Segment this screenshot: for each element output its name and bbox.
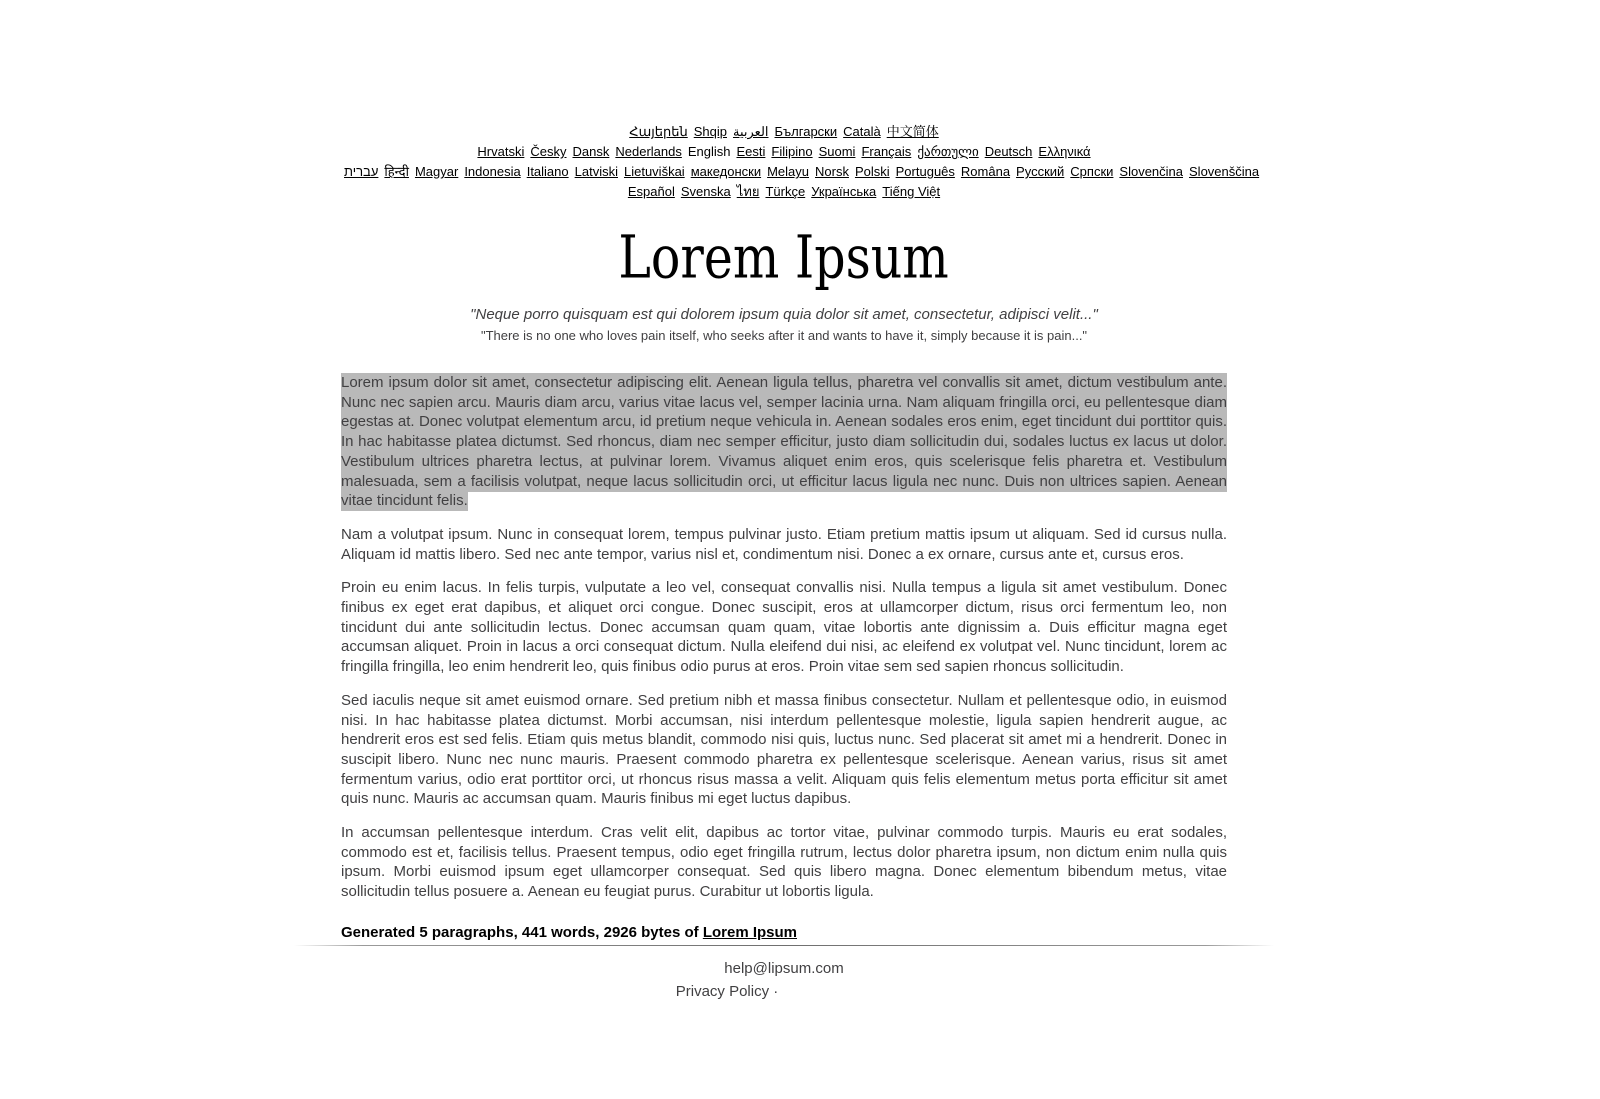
language-link[interactable]: Tiếng Việt	[882, 184, 941, 199]
language-link[interactable]: Latviski	[574, 164, 618, 179]
language-link[interactable]: Polski	[854, 164, 890, 179]
footer-divider	[294, 945, 1274, 946]
language-link[interactable]: Česky	[530, 144, 567, 159]
language-link[interactable]: Slovenščina	[1189, 164, 1260, 179]
language-link[interactable]: Slovenčina	[1119, 164, 1184, 179]
lorem-paragraph	[341, 525, 1227, 564]
footer-email-line	[341, 959, 1227, 978]
language-link[interactable]: Русский	[1016, 164, 1065, 179]
footer-privacy-line	[284, 982, 1170, 1001]
lorem-paragraph-text: In accumsan pellentesque interdum. Cras velit elit, dapibus ac tortor vitae, pulvinar commodo turpis. Mauris eu erat sodales, commodo est et, facilisis tellus. Praesent tempus, odio eget fringilla rutrum, lectus dolor pharetra ipsum, non dictum enim nulla quis ipsum. Morbi euismod ipsum eget ullamcorper consequat. Sed quis libero magna. Donec elementum bibendum metus, vitae sollicitudin tellus posuere a. Aenean eu feugiat purus. Curabitur ut lobortis ligula.	[341, 824, 1227, 901]
privacy-policy-link[interactable]: Privacy Policy	[675, 982, 770, 1000]
language-link[interactable]: Türkçe	[765, 184, 806, 199]
generated-text	[341, 373, 1227, 902]
language-nav	[341, 122, 1260, 202]
lorem-paragraph	[341, 578, 1227, 677]
site-logo-text: Lorem Ipsum	[618, 223, 950, 292]
language-link[interactable]: Shqip	[693, 124, 727, 139]
help-email-link[interactable]: help@lipsum.com	[724, 959, 844, 977]
language-link[interactable]: Dansk	[572, 144, 610, 159]
language-row-1	[341, 122, 1227, 162]
language-link[interactable]: Norsk	[815, 164, 849, 179]
language-link[interactable]: Français	[861, 144, 912, 159]
language-link[interactable]: македонски	[690, 164, 762, 179]
language-link[interactable]: Español	[627, 184, 675, 199]
language-link[interactable]: العربية	[732, 124, 769, 139]
lorem-paragraph-text: Sed iaculis neque sit amet euismod ornare. Sed pretium nibh et massa finibus consectetur. Nullam et pellentesque odio, in euismod nisi. In hac habitasse platea dictumst. Morbi accumsan, nisi interdum pellentesque molestie, ligula sapien hendrerit augue, ac hendrerit eros est sed felis. Etiam quis metus blandit, commodo nisi quis, luctus nunc. Sed placerat sit amet mi a hendrerit. Donec in suscipit libero. Nunc nec nunc mauris. Praesent commodo pharetra ex pellentesque scelerisque. Aenean varius, risus sit amet fermentum varius, odio erat porttitor orci, ut rhoncus risus massa a velit. Aliquam quis felis elementum metus porta efficitur sit amet quis nunc. Mauris ac accumsan quam. Mauris finibus mi eget luctus dapibus.	[341, 691, 1227, 808]
lorem-paragraph	[341, 823, 1227, 902]
footer	[341, 959, 1227, 1001]
language-link[interactable]: 中文简体	[886, 124, 939, 139]
language-link[interactable]: ქართული	[917, 144, 979, 159]
language-link[interactable]: Ελληνικά	[1038, 144, 1091, 159]
language-link[interactable]: Româna	[960, 164, 1011, 179]
language-link[interactable]: Lietuviškai	[623, 164, 685, 179]
lorem-ipsum-link[interactable]: Lorem Ipsum	[702, 923, 798, 941]
language-link[interactable]: Indonesia	[464, 164, 521, 179]
language-link[interactable]: Српски	[1070, 164, 1114, 179]
language-link[interactable]: Svenska	[680, 184, 731, 199]
page-container	[341, 0, 1260, 1001]
language-link[interactable]: Filipino	[771, 144, 813, 159]
lorem-paragraph-text: Proin eu enim lacus. In felis turpis, vulputate a leo vel, consequat convallis nisi. Nulla tempus a ligula sit amet vestibulum. Donec finibus ex eget erat dapibus, et aliquet orci congue. Donec suscipit, eros at ullamcorper dictum, risus orci fermentum leo, non tincidunt dui ante sollicitudin lectus. Donec accumsan quam quam, vitae lobortis ante dignissim a. Duis efficitur magna eget accumsan aliquet. Proin in lacus a orci consequat dictum. Nulla eleifend dui nisi, ac eleifend ex volutpat vel. Nunc tincidunt, lorem ac fringilla fringilla, leo enim hendrerit leo, quis finibus odio purus at eros. Proin vitae sem sed sapien rhoncus sollicitudin.	[341, 579, 1227, 676]
footer-separator: ·	[769, 982, 779, 1000]
language-link[interactable]: Magyar	[414, 164, 459, 179]
language-link[interactable]: Suomi	[818, 144, 856, 159]
language-link[interactable]: ไทย	[736, 184, 760, 199]
lorem-paragraph	[341, 373, 1227, 511]
site-logo	[341, 223, 1227, 292]
language-link[interactable]: Eesti	[736, 144, 766, 159]
quote-latin: "Neque porro quisquam est qui dolorem ipsum quia dolor sit amet, consectetur, adipisci velit..."	[470, 306, 1098, 323]
language-link[interactable]: Português	[895, 164, 955, 179]
language-link[interactable]: Հայերեն	[629, 124, 688, 139]
language-link[interactable]: Nederlands	[615, 144, 682, 159]
quote-english: "There is no one who loves pain itself, who seeks after it and wants to have it, simply because it is pain..."	[480, 328, 1088, 343]
language-link[interactable]: Català	[843, 124, 881, 139]
generated-summary	[341, 923, 1227, 943]
language-link[interactable]: עברית	[344, 164, 379, 179]
language-link[interactable]: Українська	[811, 184, 877, 199]
language-row-2	[341, 162, 1260, 182]
language-row-3	[341, 182, 1227, 202]
language-link[interactable]: Български	[774, 124, 838, 139]
lorem-paragraph	[341, 691, 1227, 809]
lorem-paragraph-text: Lorem ipsum dolor sit amet, consectetur adipiscing elit. Aenean ligula tellus, pharetra vel convallis sit amet, dictum vestibulum ante. Nunc nec sapien arcu. Mauris diam arcu, varius vitae lacus vel, semper lacinia urna. Nam aliquam fringilla orci, eu pellentesque diam egestas at. Donec volutpat elementum arcu, id pretium neque vehicula in. Aenean sodales eros enim, eget tincidunt dui porttitor quis. In hac habitasse platea dictumst. Sed rhoncus, diam nec semper efficitur, justo diam sollicitudin dui, sodales luctus ex lacus ut dolor. Vestibulum ultrices pharetra lectus, at pulvinar lorem. Vivamus aliquet enim eros, quis scelerisque felis pharetra et. Vestibulum malesuada, sem a facilisis volutpat, neque lacus sollicitudin orci, ut efficitur lacus ligula nec nunc. Duis non ultrices sapien. Aenean vitae tincidunt felis.	[341, 374, 1227, 510]
language-link[interactable]: English	[687, 144, 731, 159]
language-link[interactable]: Deutsch	[984, 144, 1033, 159]
language-link[interactable]: Hrvatski	[477, 144, 525, 159]
language-link[interactable]: Italiano	[526, 164, 569, 179]
language-link[interactable]: हिन्दी	[384, 164, 409, 179]
lorem-paragraph-text: Nam a volutpat ipsum. Nunc in consequat lorem, tempus pulvinar justo. Etiam pretium mattis ipsum ut aliquam. Sed id cursus nulla. Aliquam id mattis libero. Sed nec ante tempor, varius nisl et, condimentum nisi. Donec a ex ornare, cursus ante et, cursus eros.	[341, 525, 1227, 563]
generated-summary-text: Generated 5 paragraphs, 441 words, 2926 bytes of	[341, 923, 703, 941]
language-link[interactable]: Melayu	[767, 164, 809, 179]
